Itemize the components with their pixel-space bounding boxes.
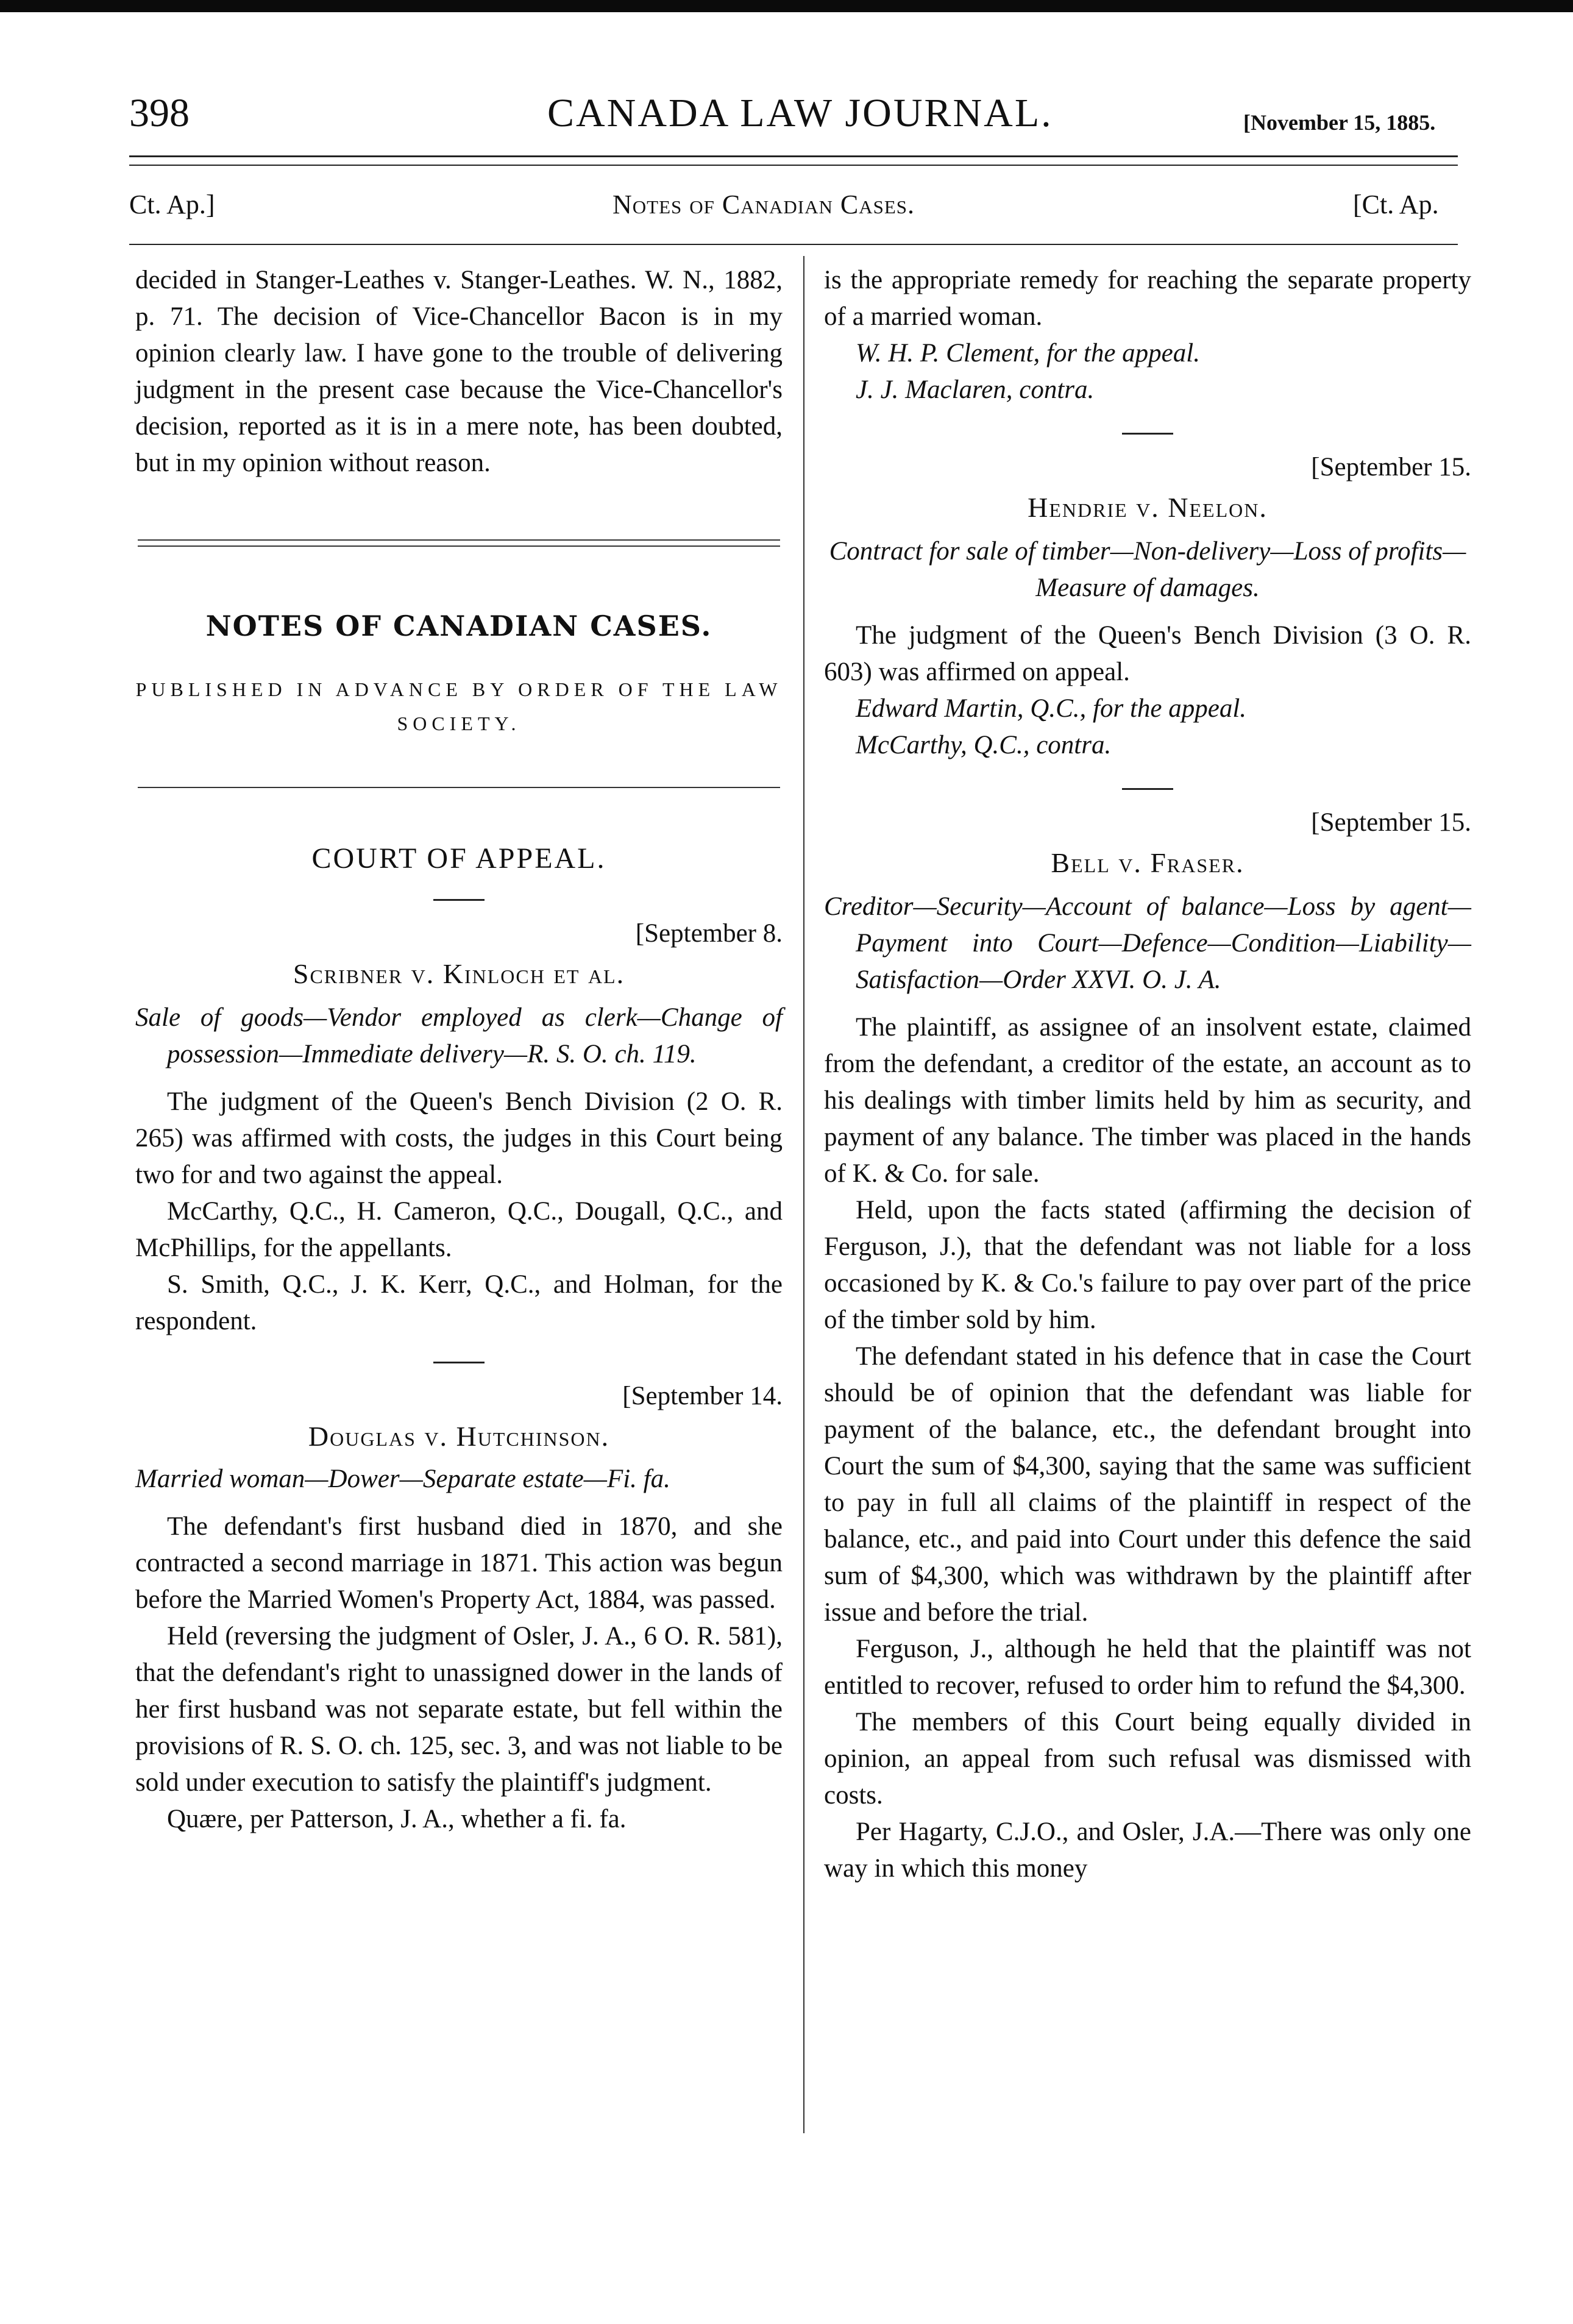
running-head-right: [Ct. Ap. <box>1353 190 1439 219</box>
page-number: 398 <box>129 91 190 135</box>
counsel-appeal: Edward Martin, Q.C., for the appeal. <box>856 694 1247 723</box>
running-head-left: Ct. Ap.] <box>129 190 215 219</box>
case-date: [September 8. <box>635 919 783 948</box>
counsel-appellants: McCarthy, Q.C., H. Cameron, Q.C., Dougall, Q.C., and McPhillips, for the appellants. <box>135 1197 783 1262</box>
case-body: The judgment of the Queen's Bench Division (3 O. R. 603) was affirmed on appeal. <box>824 621 1471 686</box>
case-title: Scribner v. Kinloch et al. <box>293 958 625 989</box>
section-title: NOTES OF CANADIAN CASES. <box>205 609 712 642</box>
case-title: Bell v. Fraser. <box>1051 847 1245 878</box>
case-headnote: Creditor—Security—Account of balance—Loss by agent—Payment into Court—Defence—Condition—Liability—Satisfaction—Order XXVI. O. J. A. <box>824 892 1471 994</box>
column-divider <box>803 256 804 2133</box>
section-rule-1 <box>138 539 780 541</box>
scan-top-edge <box>0 0 1573 12</box>
left-column <box>135 262 783 1838</box>
section-subtitle: PUBLISHED IN ADVANCE BY ORDER OF THE LAW SOCIETY. <box>135 678 783 734</box>
counsel-contra: McCarthy, Q.C., contra. <box>856 731 1112 759</box>
case-body: The defendant's first husband died in 1870, and she contracted a second marriage in 1871. This action was begun before the Married Women's Property Act, 1884, was passed. <box>135 1512 783 1614</box>
case-headnote: Contract for sale of timber—Non-delivery—Loss of profits—Measure of damages. <box>829 537 1466 602</box>
case-paragraph: Per Hagarty, C.J.O., and Osler, J.A.—There was only one way in which this money <box>824 1818 1471 1883</box>
right-column <box>824 262 1471 1887</box>
case-title: Douglas v. Hutchinson. <box>308 1421 610 1452</box>
case-paragraph: The plaintiff, as assignee of an insolvent estate, claimed from the defendant, a creditor of the estate, an account as to his dealings with timber limits held by him as security, and payment of any balance. The timber was placed in the hands of K. & Co. for sale. <box>824 1013 1471 1188</box>
counsel-contra: J. J. Maclaren, contra. <box>856 375 1095 404</box>
court-heading: COURT OF APPEAL. <box>311 842 606 875</box>
case-headnote: Sale of goods—Vendor employed as clerk—Change of possession—Immediate delivery—R. S. O. ch. 119. <box>135 1003 783 1068</box>
case-paragraph: The defendant stated in his defence that in case the Court should be of opinion that the defendant was liable for payment of the balance, etc., the defendant brought into Court the sum of $4,300, saying that the same was sufficient to pay in full all claims of the plaintiff in respect of the balance, etc., and paid into Court under this defence the said sum of $4,300, which was withdrawn by the plaintiff after issue and before the trial. <box>824 1342 1471 1627</box>
case-date: [September 15. <box>1311 808 1471 837</box>
case-query: Quære, per Patterson, J. A., whether a fi. fa. <box>167 1805 627 1833</box>
case-date: [September 15. <box>1311 453 1471 482</box>
counsel-respondent: S. Smith, Q.C., J. K. Kerr, Q.C., and Holman, for the respondent. <box>135 1270 783 1335</box>
case-date: [September 14. <box>622 1382 783 1410</box>
header-rule-bottom <box>129 165 1458 166</box>
header-rule-top <box>129 155 1458 157</box>
running-head-rule <box>129 244 1458 245</box>
continued-paragraph: is the appropriate remedy for reaching the separate property of a married woman. <box>824 266 1471 331</box>
running-head-center: Notes of Canadian Cases. <box>613 190 915 219</box>
opening-paragraph: decided in Stanger-Leathes v. Stanger-Leathes. W. N., 1882, p. 71. The decision of Vice-Chancellor Bacon is in my opinion clearly law. I have gone to the trouble of delivering judgment in the present case because the Vice-Chancellor's decision, reported as it is in a mere note, has been doubted, but in my opinion without reason. <box>135 266 783 477</box>
case-title: Hendrie v. Neelon. <box>1028 492 1268 523</box>
case-paragraph: The members of this Court being equally divided in opinion, an appeal from such refusal was dismissed with costs. <box>824 1708 1471 1810</box>
journal-title: CANADA LAW JOURNAL. <box>547 91 1053 135</box>
case-paragraph: Ferguson, J., although he held that the plaintiff was not entitled to recover, refused to order him to refund the $4,300. <box>824 1635 1471 1700</box>
case-body: The judgment of the Queen's Bench Division (2 O. R. 265) was affirmed with costs, the judges in this Court being two for and two against the appeal. <box>135 1087 783 1189</box>
counsel-appeal: W. H. P. Clement, for the appeal. <box>856 339 1200 368</box>
case-paragraph: Held, upon the facts stated (affirming the decision of Ferguson, J.), that the defendant was not liable for a loss occasioned by K. & Co.'s failure to pay over part of the price of the timber sold by him. <box>824 1196 1471 1334</box>
issue-date: [November 15, 1885. <box>1243 110 1436 135</box>
case-headnote: Married woman—Dower—Separate estate—Fi. fa. <box>135 1465 670 1493</box>
case-holding: Held (reversing the judgment of Osler, J. A., 6 O. R. 581), that the defendant's right to unassigned dower in the lands of her first husband was not separate estate, but fell within the provisions of R. S. O. ch. 125, sec. 3, and was not liable to be sold under execution to satisfy the plaintiff's judgment. <box>135 1622 783 1797</box>
